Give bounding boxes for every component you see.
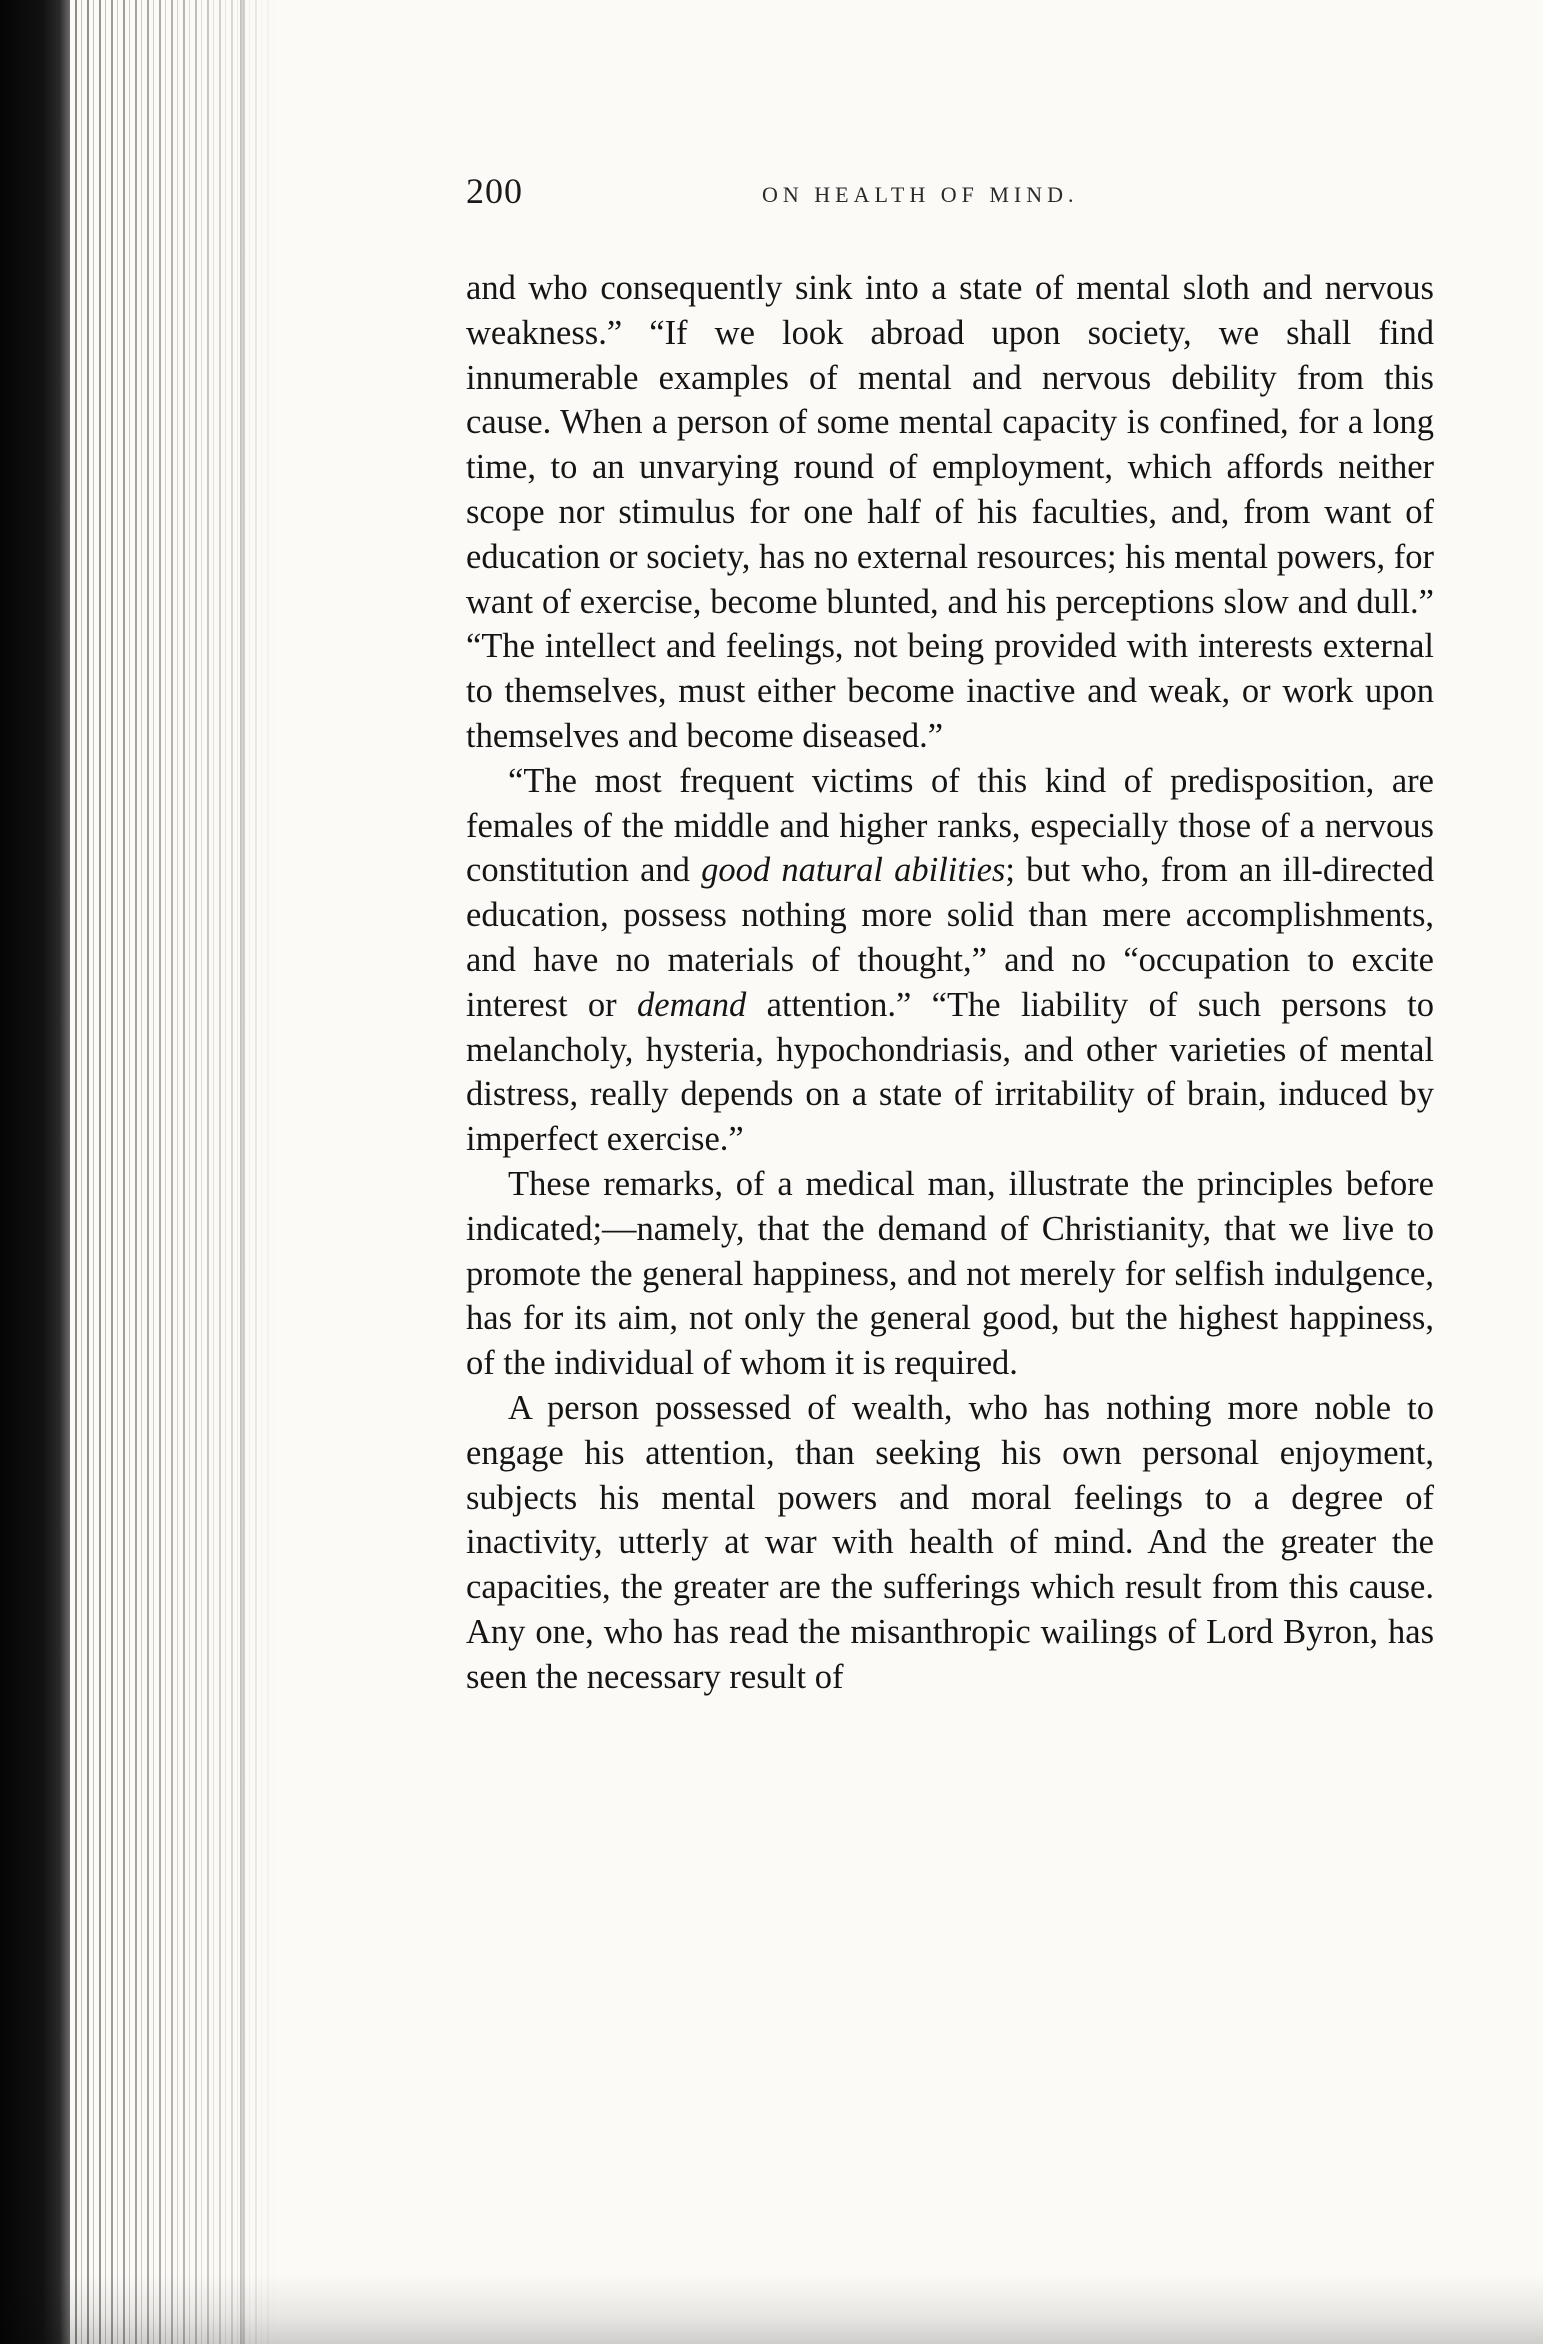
- text-run: and who consequently sink into a state of mental sloth and nervous weakness.” “If we look abroad upon society, we shall find innumerable examples of mental and nervous debility from this cause. When a person of some mental capacity is confined, for a long time, to an unvarying round of employment, which affords neither scope nor stimulus for one half of his faculties, and, from want of education or society, has no external resources; his mental powers, for want of exercise, become blunted, and his perceptions slow and dull.” “The intellect and feelings, not being provided with interests external to themselves, must either become inactive and weak, or work upon themselves and become diseased.”: [466, 269, 1434, 755]
- text-run: attention.” “The liability of such persons to melancholy, hysteria, hypochondriasis, and other varieties of mental distress, really depends on a state of irritability of brain, induced by imperfect exercise.”: [466, 985, 1434, 1159]
- page-fold-shadow: [240, 0, 246, 2344]
- body-text: [466, 266, 1434, 1700]
- paragraph: [466, 266, 1434, 759]
- page-number: 200: [466, 171, 523, 211]
- running-head: ON HEALTH OF MIND.: [762, 182, 1079, 207]
- text-run: ; but who, from an ill-directed education, possess nothing more solid than mere accomplishments, and have no materials of thought,” and no “occupation to excite interest or: [466, 851, 1434, 1024]
- paragraph: [466, 759, 1434, 1162]
- italic-text: good natural abilities: [701, 851, 1006, 890]
- paragraph: [466, 1386, 1434, 1700]
- text-run: A person possessed of wealth, who has nothing more noble to engage his attention, than seeking his own personal enjoyment, subjects his mental powers and moral feelings to a degree of inactivity, utterly at war with health of mind. And the greater the capacities, the greater are the sufferings which result from this cause. Any one, who has read the misanthropic wailings of Lord Byron, has seen the necessary result of: [466, 1388, 1434, 1696]
- text-run: “The most frequent victims of this kind of predisposition, are females of the middle and higher ranks, especially those of a nervous constitution and: [466, 761, 1434, 890]
- bottom-edge-shadow: [0, 2274, 1543, 2344]
- text-run: These remarks, of a medical man, illustrate the principles before indicated;—namely, that the demand of Christianity, that we live to promote the general happiness, and not merely for selfish indulgence, has for its aim, not only the general good, but the highest happiness, of the individual of whom it is required.: [466, 1164, 1434, 1383]
- book-spine: [0, 0, 70, 2344]
- paragraph: [466, 1162, 1434, 1386]
- page-header: [466, 170, 1466, 230]
- italic-text: demand: [637, 985, 747, 1024]
- page-edges: [70, 0, 280, 2344]
